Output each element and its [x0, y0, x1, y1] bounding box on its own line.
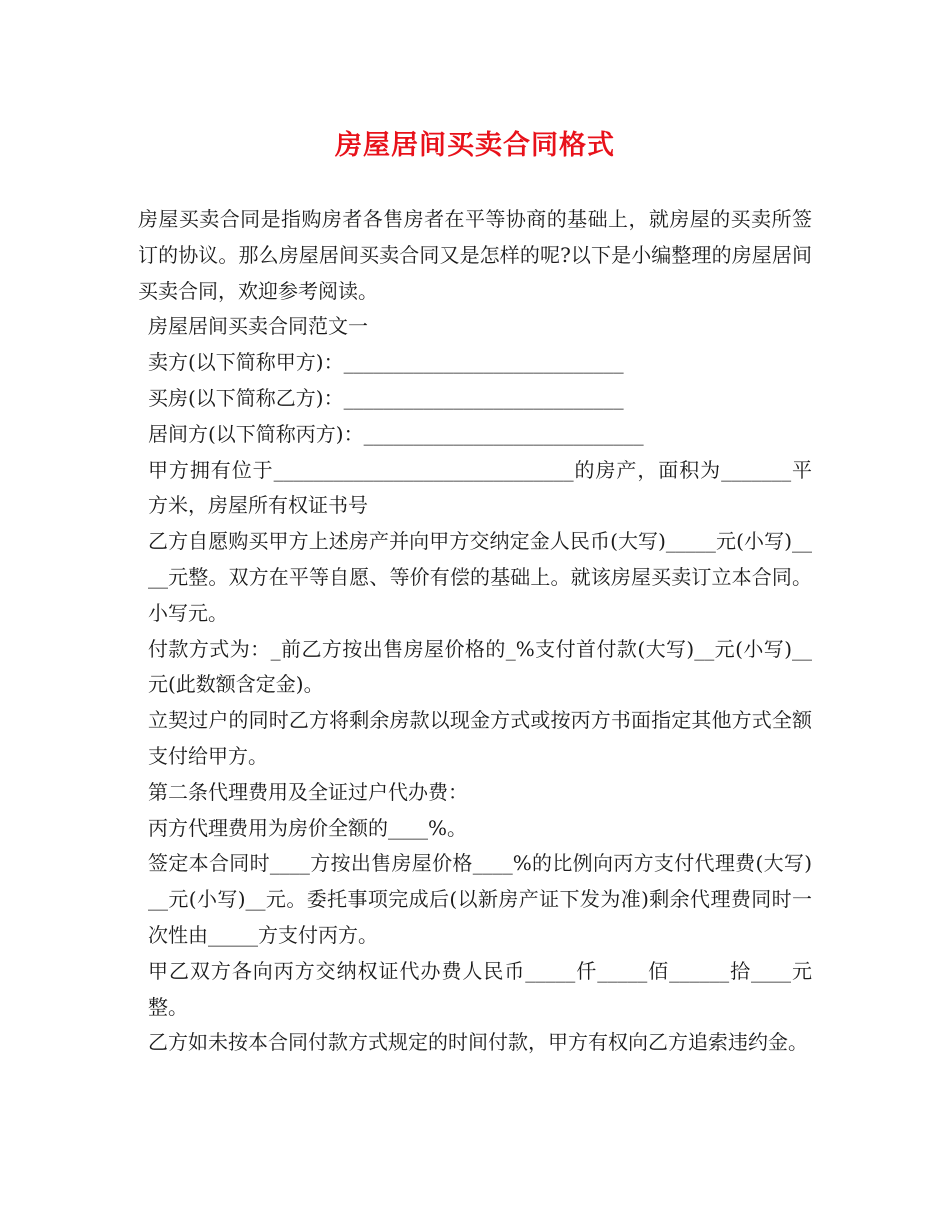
payment-clause: 付款方式为：_前乙方按出售房屋价格的_%支付首付款(大写)__元(小写)__元(此数额含定金)。: [148, 636, 812, 697]
agent-line: 居间方(以下简称丙方)：____________________________: [148, 421, 644, 446]
intro-paragraph: 房屋买卖合同是指购房者各售房者在平等协商的基础上，就房屋的买卖所签订的协议。那么房屋居间买卖合同又是怎样的呢?以下是小编整理的房屋居间买卖合同，欢迎参考阅读。: [138, 207, 812, 303]
transfer-clause: 立契过户的同时乙方将剩余房款以现金方式或按丙方书面指定其他方式全额支付给甲方。: [148, 708, 812, 768]
certificate-fee-clause: 甲乙双方各向丙方交纳权证代办费人民币_____仟_____佰______拾____元整。: [148, 958, 812, 1019]
deposit-clause: 乙方自愿购买甲方上述房产并向甲方交纳定金人民币(大写)_____元(小写)____元整。双方在平等自愿、等价有偿的基础上。就该房屋买卖订立本合同。小写元。: [148, 529, 812, 625]
document-title: 房屋居间买卖合同格式: [335, 130, 615, 161]
buyer-line: 买房(以下简称乙方)：____________________________: [148, 385, 624, 410]
document-body: [138, 202, 812, 1061]
agency-fee-clause: 丙方代理费用为房价全额的____%。: [148, 815, 468, 840]
agency-fee-payment-clause: 签定本合同时____方按出售房屋价格____%的比例向丙方支付代理费(大写)__元(小写)__元。委托事项完成后(以新房产证下发为准)剩余代理费同时一次性由_____方支付丙方。: [148, 851, 812, 947]
seller-line: 卖方(以下简称甲方)：____________________________: [148, 350, 624, 375]
sample-heading: 房屋居间买卖合同范文一: [148, 314, 368, 339]
article-two-heading: 第二条代理费用及全证过户代办费：: [148, 779, 468, 804]
property-clause: 甲方拥有位于______________________________的房产，面积为_______平方米，房屋所有权证书号: [148, 457, 812, 518]
penalty-clause: 乙方如未按本合同付款方式规定的时间付款，甲方有权向乙方追索违约金。: [148, 1030, 808, 1055]
